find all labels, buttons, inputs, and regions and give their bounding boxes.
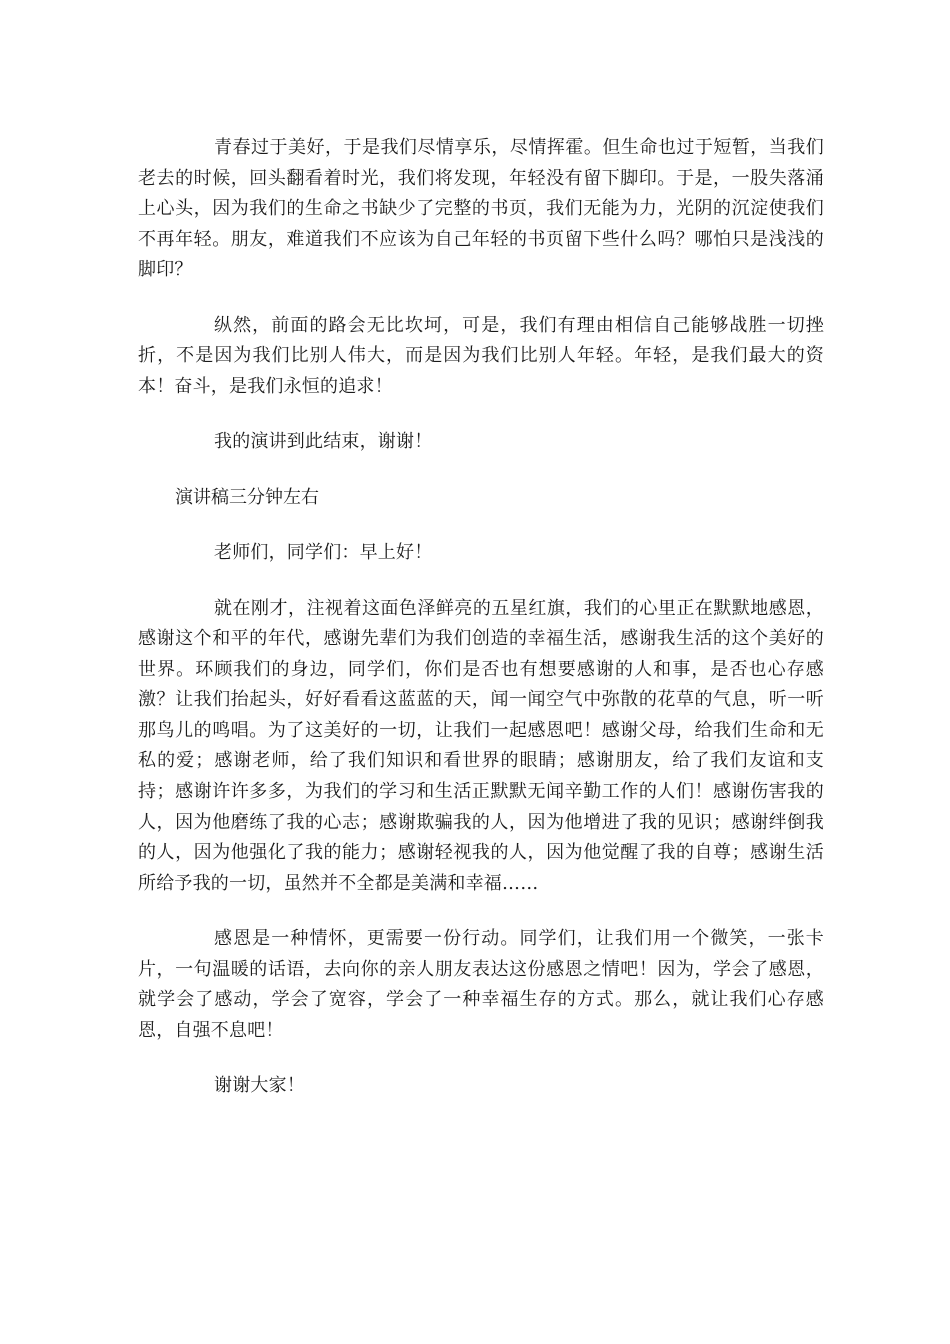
paragraph-struggle: 纵然，前面的路会无比坎坷，可是，我们有理由相信自己能够战胜一切挫折，不是因为我们比别人伟大，而是因为我们比别人年轻。年轻，是我们最大的资本！奋斗，是我们永恒的追求！	[138, 314, 824, 397]
paragraph-closing: 我的演讲到此结束，谢谢！	[214, 431, 433, 453]
paragraph-gratitude: 就在刚才，注视着这面色泽鲜亮的五星红旗，我们的心里正在默默地感恩，感谢这个和平的年代，感谢先辈们为我们创造的幸福生活，感谢我生活的这个美好的世界。环顾我们的身边，同学们，你们是否也有想要感谢的人和事，是否也心存感激？让我们抬起头，好好看看这蓝蓝的天，闻一闻空气中弥散的花草的气息，听一听那鸟儿的鸣唱。为了这美好的一切，让我们一起感恩吧！感谢父母，给我们生命和无私的爱；感谢老师，给了我们知识和看世界的眼睛；感谢朋友，给了我们友谊和支持；感谢许许多多，为我们的学习和生活正默默无闻辛勤工作的人们！感谢伤害我的人，因为他磨练了我的心志；感谢欺骗我的人，因为他增进了我的见识；感谢绊倒我的人，因为他强化了我的能力；感谢轻视我的人，因为他觉醒了我的自尊；感谢生活所给予我的一切，虽然并不全都是美满和幸福……	[138, 597, 824, 894]
paragraph-youth: 青春过于美好，于是我们尽情享乐，尽情挥霍。但生命也过于短暂，当我们老去的时候，回头翻看着时光，我们将发现，年轻没有留下脚印。于是，一股失落涌上心头，因为我们的生命之书缺少了完整的书页，我们无能为力，光阴的沉淀使我们不再年轻。朋友，难道我们不应该为自己年轻的书页留下些什么吗？哪怕只是浅浅的脚印？	[138, 137, 824, 281]
paragraph-thanks: 谢谢大家！	[214, 1075, 305, 1097]
document-page	[138, 133, 824, 1127]
section-title: 演讲稿三分钟左右	[175, 486, 319, 508]
paragraph-action: 感恩是一种情怀，更需要一份行动。同学们，让我们用一个微笑，一张卡片，一句温暖的话语，去向你的亲人朋友表达这份感恩之情吧！因为，学会了感恩，就学会了感动，学会了宽容，学会了一种幸福生存的方式。那么，就让我们心存感恩，自强不息吧！	[138, 928, 824, 1042]
paragraph-greeting: 老师们，同学们：早上好！	[214, 542, 433, 564]
